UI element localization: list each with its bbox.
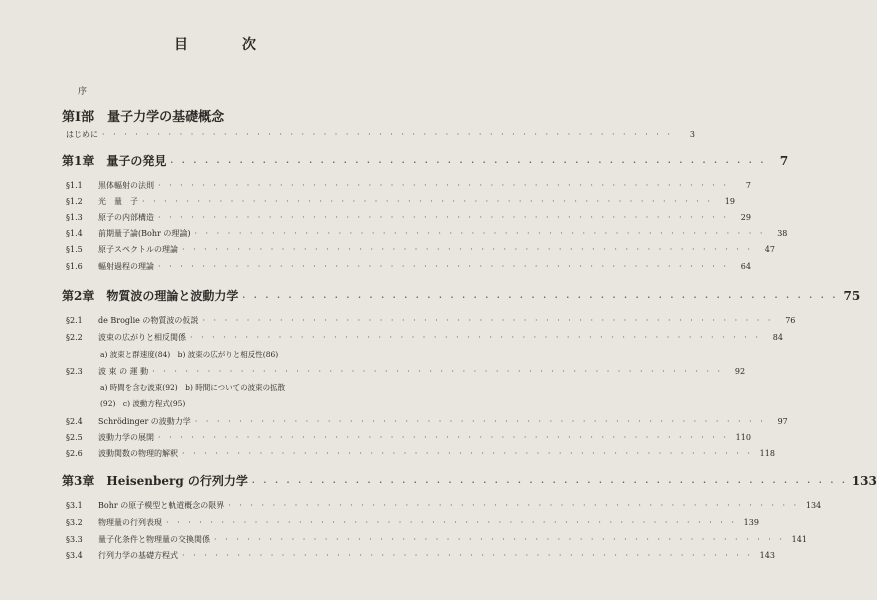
toc-row-2-4 [66,416,788,427]
leader-dots: · · · · · · · · · · · · · · · · · · · · · · · · · · · · · · · · · · · · · · · · · · · · · · · · · · · · [158,262,729,271]
leader-dots: · · · · · · · · · · · · · · · · · · · · · · · · · · · · · · · · · · · · · · · · · · · · · · · · · · · · [152,367,724,376]
leader-dots: · · · · · · · · · · · · · · · · · · · · · · · · · · · · · · · · · · · · · · · · · · · · · · · · · · · · [190,333,761,342]
chapter-2-row [62,287,861,304]
section-title: 原子の内部構造 [98,213,154,222]
section-num: §2.3 [66,367,83,376]
section-page: 134 [805,501,822,510]
section-title: 黒体輻射の法則 [98,181,154,190]
chapter-3-page: 133 [851,474,877,488]
section-title: 波動関数の物理的解釈 [98,449,178,458]
section-num: §3.2 [66,518,83,527]
part-1-heading [62,106,402,125]
section-num: §3.1 [66,501,83,510]
section-2-3-subtopics-line2: (92) c) 波動方程式(95) [100,399,186,408]
section-page: 92 [734,367,746,376]
chapter-3-row [62,472,877,489]
chapter-1-page: 7 [779,154,789,168]
section-num: §1.6 [66,262,83,271]
toc-row-3-4 [66,550,775,561]
leader-dots: · · · · · · · · · · · · · · · · · · · · · · · · · · · · · · · · · · · · · · · · · · · · · · · · · · · · [158,181,729,190]
leader-dots: · · · · · · · · · · · · · · · · · · · · · · · · · · · · · · · · · · · · · · · · · · · · · · · · · · · · [194,229,766,238]
toc-row-2-6 [66,448,775,459]
section-page: 141 [791,535,807,544]
toc-row-intro [66,129,695,140]
leader-dots: · · · · · · · · · · · · · · · · · · · · · · · · · · · · · · · · · · · · · · · · · · · · · · · · · · · · [158,213,729,222]
leader-dots: · · · · · · · · · · · · · · · · · · · · · · · · · · · · · · · · · · · · · · · · · · · · · · · · · · · · [142,197,713,206]
chapter-1-row [62,152,789,169]
leader-dots: · · · · · · · · · · · · · · · · · · · · · · · · · · · · · · · · · · · · · · · · · · · · · · · · · · · · [166,518,737,527]
section-num: §3.3 [66,535,83,544]
toc-row-1-3 [66,212,751,223]
leader-dots: · · · · · · · · · · · · · · · · · · · · · · · · · · · · · · · · · · · · · · · · · · · · · · · · · · · · [158,433,729,442]
leader-dots: · · · · · · · · · · · · · · · · · · · · · · · · · · · · · · · · · · · · · · · · · · · · · · · · · · · · [194,417,766,426]
section-title: 量子化条件と物理量の交換関係 [98,535,210,544]
toc-row-3-2 [66,517,759,528]
section-num: §1.5 [66,245,83,254]
toc-row-2-1 [66,315,796,326]
section-title: 前期量子論(Bohr の理論) [98,229,191,238]
toc-row-1-5 [66,244,775,255]
chapter-2-label: 第2章 物質波の理論と波動力学 [62,289,239,303]
leader-dots: · · · · · · · · · · · · · · · · · · · · · · · · · · · · · · · · · · · · · · · · · · · · · · · · · · · · [202,316,774,325]
toc-row-3-3 [66,534,807,545]
section-num: §2.4 [66,417,83,426]
preface-label: 序 [78,87,88,97]
leader-dots: · · · · · · · · · · · · · · · · · · · · · · · · · · · · · · · · · · · · · · · · · · · · · · · · · · · · [170,157,767,167]
section-page: 84 [772,333,783,342]
section-num: §1.1 [66,181,83,190]
section-page: 64 [740,262,751,271]
toc-row-2-5 [66,432,751,443]
section-2-3-subtopics-line1: a) 時間を含む波束(92) b) 時間についての波束の拡散 [100,383,286,392]
section-page: 29 [740,213,751,222]
leader-dots: · · · · · · · · · · · · · · · · · · · · · · · · · · · · · · · · · · · · · · · · · · · · · · · · · · · · [228,501,800,510]
toc-row-1-4 [66,228,788,239]
section-num: §2.2 [66,333,83,342]
section-page: 7 [745,181,751,190]
toc-row-2-3 [66,366,746,377]
section-num: §2.1 [66,316,83,325]
section-num: §1.4 [66,229,83,238]
section-page: 110 [735,433,751,442]
chapter-2-page: 75 [843,289,861,303]
section-num: §2.6 [66,449,83,458]
toc-row-1-1 [66,180,751,191]
section-title: Bohr の原子模型と軌道概念の限界 [98,501,225,510]
chapter-3-label: 第3章 Heisenberg の行列力学 [62,474,248,488]
toc-row-1-6 [66,261,751,272]
section-title: 輻射過程の理論 [98,262,154,271]
leader-dots: · · · · · · · · · · · · · · · · · · · · · · · · · · · · · · · · · · · · · · · · · · · · · · · · · · · · [182,551,753,560]
section-title: 光 量 子 [98,197,138,206]
toc-row-3-1 [66,500,822,511]
leader-dots: · · · · · · · · · · · · · · · · · · · · · · · · · · · · · · · · · · · · · · · · · · · · · · · · · · · · [182,245,753,254]
section-num: §3.4 [66,551,83,560]
section-title: 行列力学の基礎方程式 [98,551,178,560]
section-page: 139 [743,518,759,527]
intro-page: 3 [689,130,695,139]
leader-dots: · · · · · · · · · · · · · · · · · · · · · · · · · · · · · · · · · · · · · · · · · · · · · · · · · · · · [214,535,785,544]
section-title: de Broglie の物質波の仮説 [98,316,199,325]
section-title: 波 束 の 運 動 [98,367,149,376]
section-page: 143 [759,551,775,560]
section-page: 97 [777,417,788,426]
leader-dots: · · · · · · · · · · · · · · · · · · · · · · · · · · · · · · · · · · · · · · · · · · · · · · · · · · · · [182,449,753,458]
leader-dots: · · · · · · · · · · · · · · · · · · · · · · · · · · · · · · · · · · · · · · · · · · · · · · · · · · · · [251,477,848,487]
toc-row-2-2 [66,332,783,343]
section-title: 物理量の行列表現 [98,518,162,527]
section-page: 47 [764,245,775,254]
section-num: §1.3 [66,213,83,222]
section-page: 38 [777,229,788,238]
section-num: §1.2 [66,197,83,206]
section-2-2-subtopics: a) 波束と群速度(84) b) 波束の広がりと相反性(86) [100,350,279,359]
chapter-1-label: 第1章 量子の発見 [62,154,167,168]
section-page: 76 [785,316,796,325]
toc-row-1-2 [66,196,735,207]
toc-title: 目 次 [174,37,276,53]
section-title: 波動力学の展開 [98,433,154,442]
section-page: 118 [759,449,775,458]
section-title: Schrödinger の波動力学 [98,417,191,426]
intro-title: はじめに [66,130,98,139]
section-title: 原子スペクトルの理論 [98,245,178,254]
part-1-label: 第Ⅰ部 量子力学の基礎概念 [62,110,225,125]
section-title: 波束の広がりと相反関係 [98,333,186,342]
section-num: §2.5 [66,433,83,442]
section-page: 19 [724,197,735,206]
leader-dots: · · · · · · · · · · · · · · · · · · · · · · · · · · · · · · · · · · · · · · · · · · · · · · · · · · · · [102,130,673,139]
leader-dots: · · · · · · · · · · · · · · · · · · · · · · · · · · · · · · · · · · · · · · · · · · · · · · · · · · · · [242,292,839,302]
